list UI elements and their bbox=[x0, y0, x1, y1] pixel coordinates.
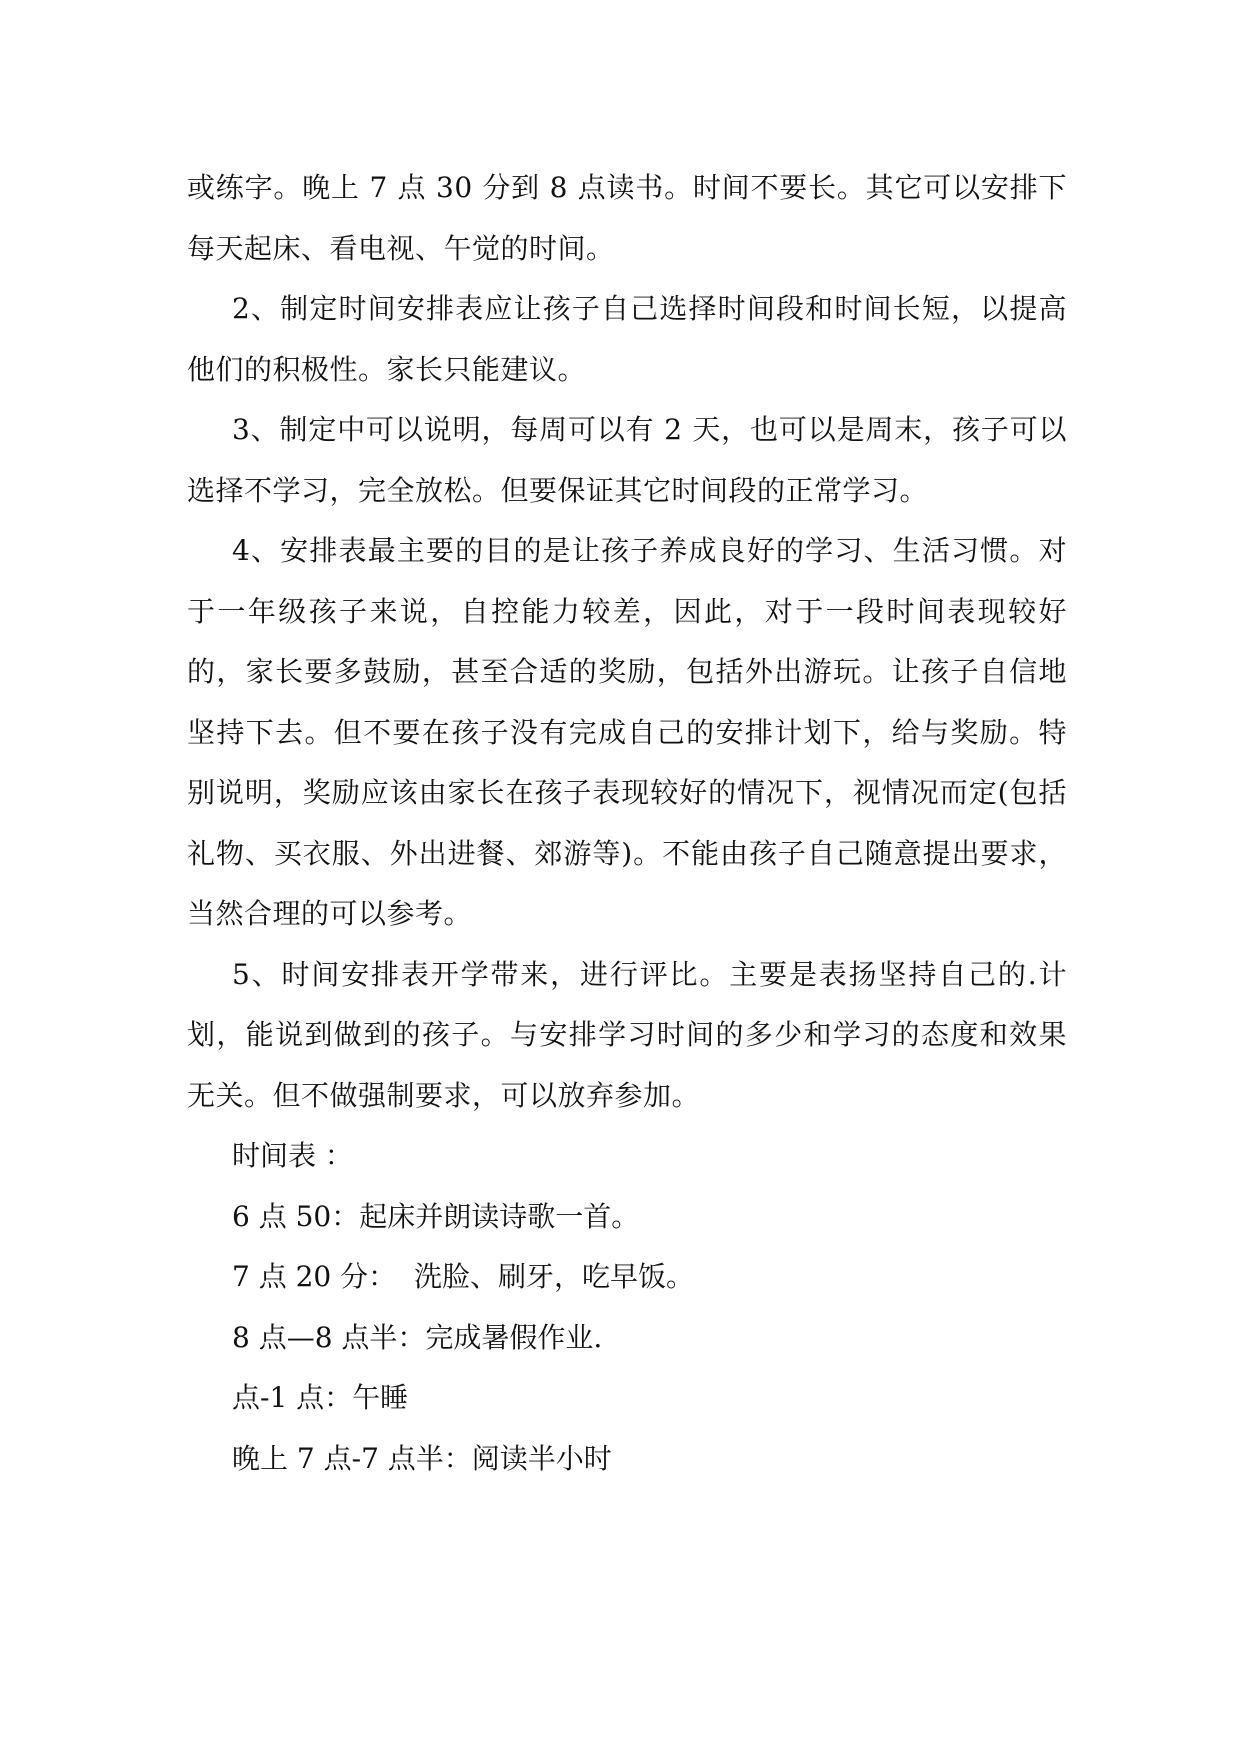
paragraph-item-4: 4、安排表最主要的目的是让孩子养成良好的学习、生活习惯。对于一年级孩子来说，自控能力较差，因此，对于一段时间表现较好的，家长要多鼓励，甚至合适的奖励，包括外出游玩。让孩子自信地坚持下去。但不要在孩子没有完成自己的安排计划下，给与奖励。特别说明，奖励应该由家长在孩子表现较好的情况下，视情况而定(包括礼物、买衣服、外出进餐、郊游等)。不能由孩子自己随意提出要求，当然合理的可以参考。 bbox=[187, 534, 1067, 930]
schedule-entry: 7 点 20 分： 洗脸、刷牙，吃早饭。 bbox=[232, 1260, 694, 1293]
document-page bbox=[187, 158, 1067, 1489]
paragraph-item-3: 3、制定中可以说明，每周可以有 2 天，也可以是周末，孩子可以选择不学习，完全放松。但要保证其它时间段的正常学习。 bbox=[187, 413, 1067, 507]
paragraph-item-2: 2、制定时间安排表应让孩子自己选择时间段和时间长短，以提高他们的积极性。家长只能建议。 bbox=[187, 292, 1067, 386]
paragraph-item-5: 5、时间安排表开学带来，进行评比。主要是表扬坚持自己的.计划，能说到做到的孩子。与安排学习时间的多少和学习的态度和效果无关。但不做强制要求，可以放弃参加。 bbox=[187, 957, 1067, 1112]
schedule-entry: 6 点 50：起床并朗读诗歌一首。 bbox=[232, 1199, 640, 1233]
paragraph-continuation: 或练字。晚上 7 点 30 分到 8 点读书。时间不要长。其它可以安排下每天起床、看电视、午觉的时间。 bbox=[187, 171, 1067, 265]
schedule-title: 时间表 ： bbox=[232, 1139, 353, 1172]
schedule-entry: 点-1 点：午睡 bbox=[232, 1381, 409, 1414]
schedule-entry: 8 点—8 点半：完成暑假作业. bbox=[232, 1320, 603, 1354]
schedule-entry: 晚上 7 点-7 点半：阅读半小时 bbox=[232, 1441, 612, 1475]
